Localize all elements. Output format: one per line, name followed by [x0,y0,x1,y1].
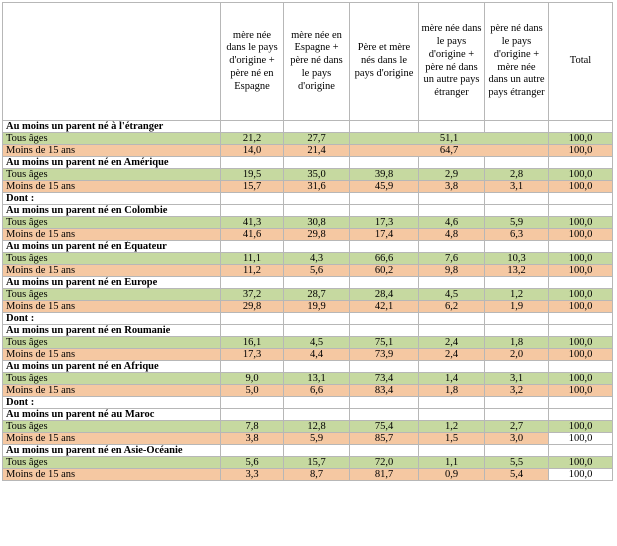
group-title: Au moins un parent né en Europe [3,277,221,289]
group-title: Au moins un parent né en Amérique [3,157,221,169]
dont-row [3,193,613,205]
table-cell: 4,6 [419,217,485,229]
table-cell: 12,8 [284,421,350,433]
table-cell: 42,1 [350,301,419,313]
table-cell: 39,8 [350,169,419,181]
table-cell: 100,0 [549,253,613,265]
group-title: Au moins un parent né en Colombie [3,205,221,217]
table-cell: 75,1 [350,337,419,349]
table-cell: 5,0 [221,385,284,397]
group-row-america [3,157,613,169]
row-label: Moins de 15 ans [3,265,221,277]
table-cell: 100,0 [549,469,613,481]
table-cell: 100,0 [549,433,613,445]
table-cell: 0,9 [419,469,485,481]
table-cell: 14,0 [221,145,284,157]
table-cell: 4,5 [419,289,485,301]
table-cell: 41,3 [221,217,284,229]
group-row-ecuador [3,241,613,253]
group-row-romania [3,325,613,337]
table-row-all-ages [3,337,613,349]
row-label: Moins de 15 ans [3,385,221,397]
table-cell: 19,5 [221,169,284,181]
table-row-all-ages [3,217,613,229]
table-cell: 100,0 [549,181,613,193]
dont-label: Dont : [3,397,221,409]
table-cell: 2,0 [485,349,549,361]
table-cell: 3,1 [485,373,549,385]
table-cell: 3,0 [485,433,549,445]
table-cell: 28,7 [284,289,350,301]
row-label: Tous âges [3,337,221,349]
table-cell: 4,8 [419,229,485,241]
table-cell: 17,3 [350,217,419,229]
table-cell: 11,2 [221,265,284,277]
table-cell: 13,1 [284,373,350,385]
table-cell: 16,1 [221,337,284,349]
table-cell: 6,6 [284,385,350,397]
table-cell: 28,4 [350,289,419,301]
table-cell: 100,0 [549,265,613,277]
group-row-abroad [3,121,613,133]
header-mother-spain-father-origin: mère née en Espagne + père né dans le pays d'origine [284,3,350,121]
group-title: Au moins un parent né en Afrique [3,361,221,373]
table-row-under-15 [3,385,613,397]
table-cell: 7,8 [221,421,284,433]
table-cell: 83,4 [350,385,419,397]
table-cell: 27,7 [284,133,350,145]
table-cell: 73,4 [350,373,419,385]
table-row-all-ages [3,289,613,301]
row-label: Tous âges [3,169,221,181]
table-cell: 1,4 [419,373,485,385]
table-cell: 6,2 [419,301,485,313]
table-cell: 81,7 [350,469,419,481]
dont-label: Dont : [3,193,221,205]
table-cell: 1,1 [419,457,485,469]
table-cell: 9,8 [419,265,485,277]
table-cell: 2,4 [419,337,485,349]
table-row-under-15 [3,265,613,277]
table-cell: 85,7 [350,433,419,445]
table-row-under-15 [3,433,613,445]
table-row-all-ages [3,133,613,145]
header-total: Total [549,3,613,121]
header-corner [3,3,221,121]
table-cell: 100,0 [549,385,613,397]
table-cell: 2,4 [419,349,485,361]
distribution-table [2,2,613,481]
table-cell: 100,0 [549,169,613,181]
table-cell: 45,9 [350,181,419,193]
table-cell: 21,2 [221,133,284,145]
row-label: Tous âges [3,421,221,433]
table-cell: 64,7 [350,145,549,157]
table-cell: 5,9 [284,433,350,445]
table-cell: 17,3 [221,349,284,361]
table-cell: 1,9 [485,301,549,313]
table-cell: 5,9 [485,217,549,229]
table-cell: 5,6 [221,457,284,469]
table-cell: 1,8 [419,385,485,397]
table-row-all-ages [3,253,613,265]
dont-row [3,313,613,325]
table-cell: 29,8 [284,229,350,241]
table-cell: 37,2 [221,289,284,301]
table-cell: 3,1 [485,181,549,193]
group-row-africa [3,361,613,373]
group-title: Au moins un parent né en Roumanie [3,325,221,337]
table-cell: 30,8 [284,217,350,229]
table-row-under-15 [3,469,613,481]
table-row-all-ages [3,373,613,385]
table-cell: 100,0 [549,145,613,157]
group-title: Au moins un parent né à l'étranger [3,121,221,133]
row-label: Moins de 15 ans [3,469,221,481]
group-title: Au moins un parent né en Équateur [3,241,221,253]
table-cell: 11,1 [221,253,284,265]
group-row-asia-oceania [3,445,613,457]
table-cell: 6,3 [485,229,549,241]
table-cell: 60,2 [350,265,419,277]
table-cell: 29,8 [221,301,284,313]
table-cell: 4,5 [284,337,350,349]
table-cell: 100,0 [549,373,613,385]
table-cell: 41,6 [221,229,284,241]
table-cell: 4,3 [284,253,350,265]
table-cell: 2,9 [419,169,485,181]
table-cell: 100,0 [549,133,613,145]
row-label: Tous âges [3,217,221,229]
table-cell: 100,0 [549,229,613,241]
row-label: Moins de 15 ans [3,301,221,313]
header-both-origin: Père et mère nés dans le pays d'origine [350,3,419,121]
dont-row [3,397,613,409]
table-cell: 3,3 [221,469,284,481]
header-father-origin-mother-other: père né dans le pays d'origine + mère née dans un autre pays étranger [485,3,549,121]
table-cell: 9,0 [221,373,284,385]
table-cell: 5,6 [284,265,350,277]
header-mother-origin-father-other: mère née dans le pays d'origine + père né dans un autre pays étranger [419,3,485,121]
table-cell: 13,2 [485,265,549,277]
group-title: Au moins un parent né en Asie-Océanie [3,445,221,457]
table-cell: 5,4 [485,469,549,481]
table-cell: 15,7 [284,457,350,469]
table-cell: 19,9 [284,301,350,313]
table-cell: 100,0 [549,337,613,349]
row-label: Moins de 15 ans [3,229,221,241]
table-row-all-ages [3,421,613,433]
table-cell: 100,0 [549,289,613,301]
table-row-under-15 [3,181,613,193]
table-cell: 2,7 [485,421,549,433]
table-cell: 4,4 [284,349,350,361]
table-row-all-ages [3,169,613,181]
table-cell: 51,1 [350,133,549,145]
table-cell: 21,4 [284,145,350,157]
group-title: Au moins un parent né au Maroc [3,409,221,421]
table-cell: 66,6 [350,253,419,265]
dont-label: Dont : [3,313,221,325]
group-row-colombia [3,205,613,217]
table-cell: 35,0 [284,169,350,181]
table-cell: 100,0 [549,421,613,433]
table-cell: 31,6 [284,181,350,193]
table-cell: 75,4 [350,421,419,433]
row-label: Tous âges [3,289,221,301]
table-cell: 1,5 [419,433,485,445]
row-label: Tous âges [3,373,221,385]
row-label: Moins de 15 ans [3,181,221,193]
table-row-under-15 [3,145,613,157]
table-cell: 1,2 [419,421,485,433]
row-label: Moins de 15 ans [3,349,221,361]
table-cell: 3,8 [419,181,485,193]
table-cell: 5,5 [485,457,549,469]
table-cell: 3,2 [485,385,549,397]
table-cell: 100,0 [549,217,613,229]
table-cell: 100,0 [549,301,613,313]
table-cell: 15,7 [221,181,284,193]
row-label: Tous âges [3,457,221,469]
table-cell: 1,2 [485,289,549,301]
table-cell: 1,8 [485,337,549,349]
header-row [3,3,613,121]
table-row-all-ages [3,457,613,469]
group-row-morocco [3,409,613,421]
table-row-under-15 [3,229,613,241]
table-cell: 7,6 [419,253,485,265]
table-cell: 3,8 [221,433,284,445]
header-mother-origin-father-spain: mère née dans le pays d'origine + père né en Espagne [221,3,284,121]
row-label: Tous âges [3,253,221,265]
row-label: Tous âges [3,133,221,145]
table-cell: 8,7 [284,469,350,481]
table-row-under-15 [3,301,613,313]
row-label: Moins de 15 ans [3,145,221,157]
table-cell: 10,3 [485,253,549,265]
row-label: Moins de 15 ans [3,433,221,445]
table-cell: 73,9 [350,349,419,361]
table-cell: 100,0 [549,349,613,361]
table-cell: 100,0 [549,457,613,469]
table-cell: 2,8 [485,169,549,181]
group-row-europe [3,277,613,289]
table-cell: 72,0 [350,457,419,469]
table-row-under-15 [3,349,613,361]
table-cell: 17,4 [350,229,419,241]
